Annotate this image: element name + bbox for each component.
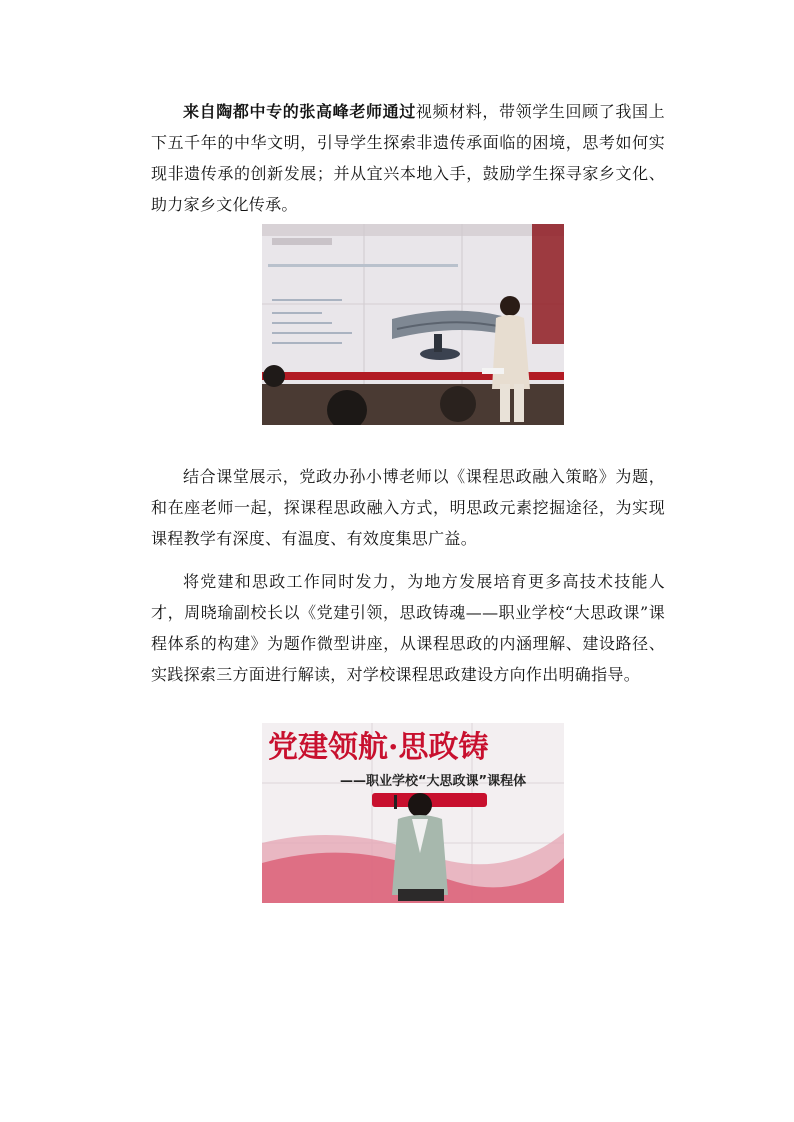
paragraph-zhang-gaofeng [151, 96, 665, 220]
vice-principal-lecture-photo [262, 723, 564, 903]
paragraph-bold-lead: 来自陶都中专的张高峰老师通过 [183, 102, 416, 121]
banner-subtitle: ——职业学校“大思政课”课程体 [340, 774, 527, 789]
paragraph-body: 视频材料，带领学生回顾了我国上下五千年的中华文明，引导学生探索非遗传承面临的困境，思考如何实现非遗传承的创新发展；并从宜兴本地入手，鼓励学生探寻家乡文化、助力家乡文化传承。 [151, 102, 665, 214]
paragraph-sun-xiaobo: 结合课堂展示，党政办孙小博老师以《课程思政融入策略》为题，和在座老师一起，探课程思政融入方式，明思政元素挖掘途径，为实现课程教学有深度、有温度、有效度集思广益。 [151, 467, 665, 548]
banner-title: 党建领航·思政铸 [268, 730, 489, 765]
paragraph-zhou-xiaoyu: 将党建和思政工作同时发力，为地方发展培育更多高技术技能人才，周晓瑜副校长以《党建引领，思政铸魂——职业学校“大思政课”课程体系的构建》为题作微型讲座，从课程思政的内涵理解、建设路径、实践探索三方面进行解读，对学校课程思政建设方向作出明确指导。 [151, 572, 665, 684]
classroom-presentation-photo [262, 224, 564, 425]
